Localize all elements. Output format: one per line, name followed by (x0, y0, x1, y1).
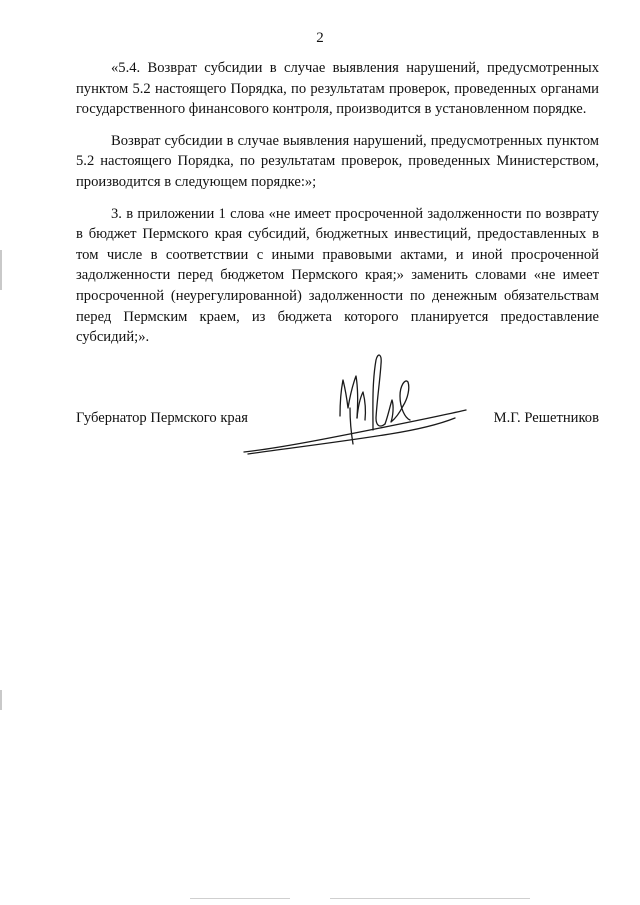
paragraph-item-3: 3. в приложении 1 слова «не имеет просроченной задолженности по возврату в бюджет Пермского края субсидий, бюджетных инвестиций, предоставленных в том числе в соответствии с иными правовыми актами, и иной просроченной задолженности перед бюджетом Пермского края;» заменить словами «не имеет просроченной (неурегулированной) задолженности по денежным обязательствам перед Пермским краем, из бюджета которого планируется предоставление субсидий;». (76, 205, 599, 346)
scan-edge-mark (0, 690, 2, 710)
signatory-position: Губернатор Пермского края (76, 410, 248, 426)
paragraph-5-4: «5.4. Возврат субсидии в случае выявления нарушений, предусмотренных пунктом 5.2 настоящего Порядка, по результатам проверок, проведенных органами государственного финансового контроля, производится в установленном порядке. (76, 60, 599, 118)
signature-block (76, 398, 599, 458)
paragraph-return-procedure: Возврат субсидии в случае выявления нарушений, предусмотренных пунктом 5.2 настоящего Порядка, по результатам проверок, проведенных Министерством, производится в следующем порядке:»; (76, 132, 599, 190)
page-number: 2 (316, 30, 324, 46)
scan-edge-mark (0, 250, 2, 290)
signatory-name: М.Г. Решетников (493, 410, 599, 426)
scan-bottom-line (190, 898, 290, 899)
document-body (76, 58, 599, 348)
scan-bottom-line (330, 898, 530, 899)
